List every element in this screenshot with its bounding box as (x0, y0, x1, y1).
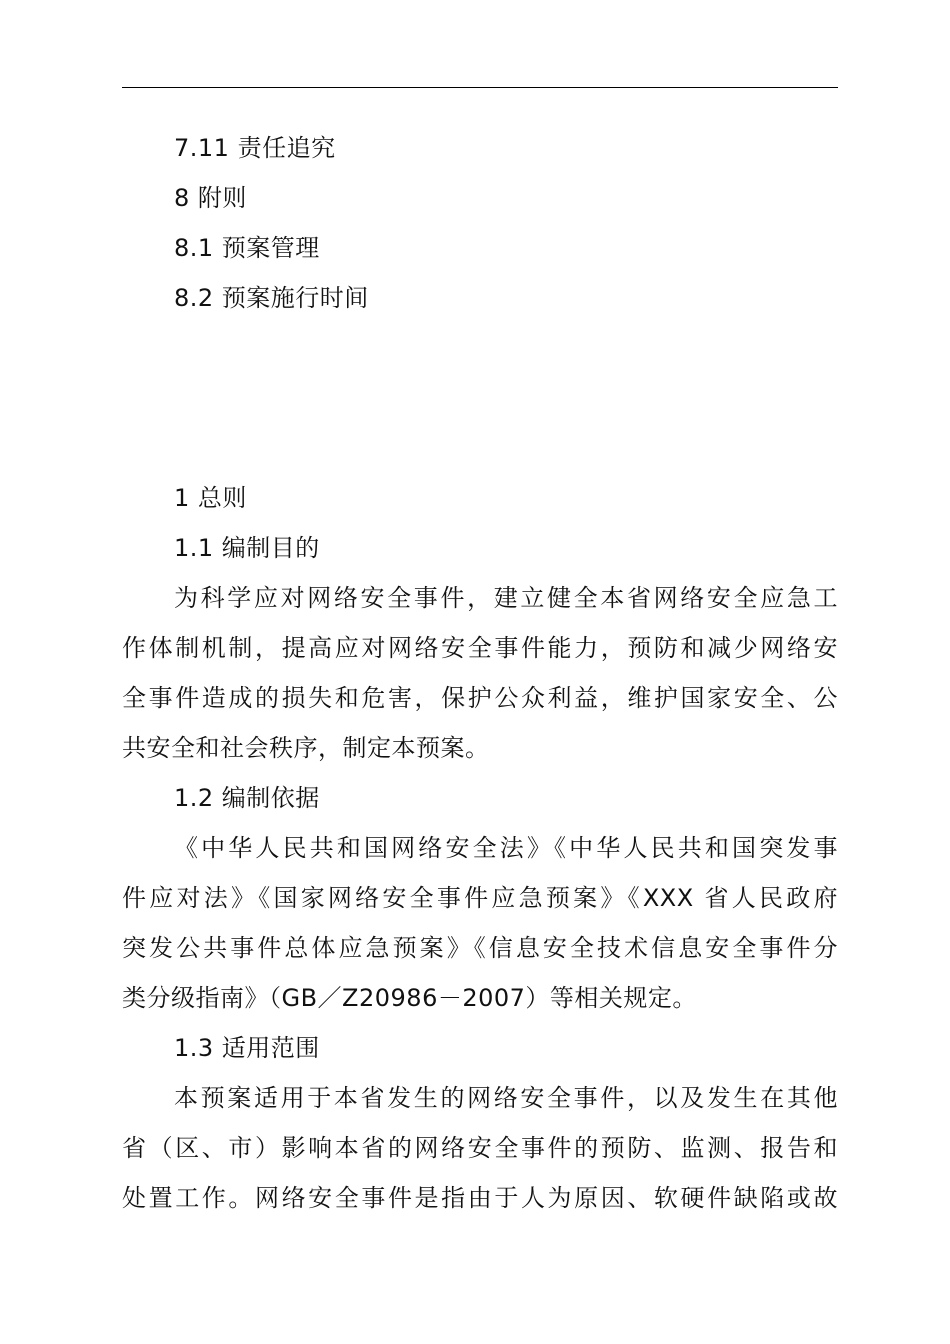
paragraph-line: 突发公共事件总体应急预案》《信息安全技术信息安全事件分 (122, 934, 838, 962)
section-heading: 1.3 适用范围 (174, 1034, 320, 1062)
toc-item: 7.11 责任追究 (174, 134, 336, 162)
paragraph-line: 省（区、市）影响本省的网络安全事件的预防、监测、报告和 (122, 1134, 838, 1162)
paragraph-line: 《中华人民共和国网络安全法》《中华人民共和国突发事 (174, 834, 838, 862)
paragraph-line: 全事件造成的损失和危害，保护公众利益，维护国家安全、公 (122, 684, 838, 712)
paragraph-line: 共安全和社会秩序，制定本预案。 (122, 734, 490, 762)
toc-item: 8 附则 (174, 184, 247, 212)
header-rule (122, 87, 838, 88)
chapter-heading: 1 总则 (174, 484, 247, 512)
paragraph-line: 类分级指南》（GB／Z20986－2007）等相关规定。 (122, 984, 697, 1012)
toc-item: 8.2 预案施行时间 (174, 284, 369, 312)
paragraph-line: 作体制机制，提高应对网络安全事件能力，预防和减少网络安 (122, 634, 838, 662)
paragraph-line: 本预案适用于本省发生的网络安全事件，以及发生在其他 (174, 1084, 838, 1112)
paragraph-line: 处置工作。网络安全事件是指由于人为原因、软硬件缺陷或故 (122, 1184, 838, 1212)
paragraph-line: 为科学应对网络安全事件，建立健全本省网络安全应急工 (174, 584, 838, 612)
section-heading: 1.2 编制依据 (174, 784, 320, 812)
section-heading: 1.1 编制目的 (174, 534, 320, 562)
toc-item: 8.1 预案管理 (174, 234, 320, 262)
paragraph-line: 件应对法》《国家网络安全事件应急预案》《XXX 省人民政府 (122, 884, 838, 912)
